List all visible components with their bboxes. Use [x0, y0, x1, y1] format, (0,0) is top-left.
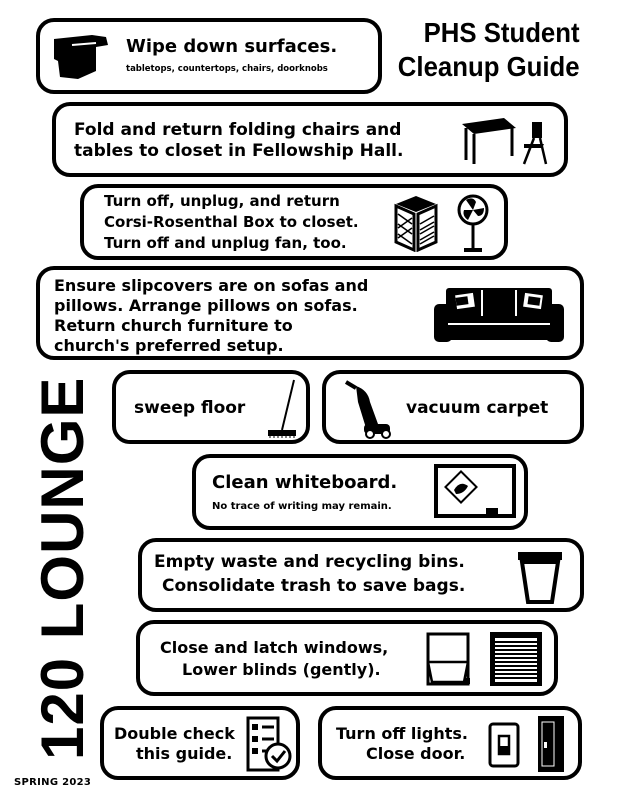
- task-double-check: [100, 706, 300, 780]
- whiteboard-main: Clean whiteboard.: [212, 472, 398, 493]
- check-line-1: Double check: [114, 724, 235, 743]
- broom-icon: [260, 378, 300, 440]
- slipcovers-line-3: Return church furniture to: [54, 316, 293, 335]
- title-line-2: Cleanup Guide: [398, 51, 580, 82]
- task-bins: [138, 538, 584, 612]
- table-icon: [460, 116, 518, 166]
- folding-chair-icon: [520, 120, 550, 166]
- blinds-icon: [488, 630, 544, 688]
- task-air-filter: [80, 184, 508, 260]
- check-line-2: this guide.: [136, 744, 233, 763]
- task-fold-chairs: [52, 102, 568, 177]
- door-icon: [536, 714, 566, 774]
- box-line-3: Turn off and unplug fan, too.: [104, 234, 347, 252]
- wipe-sub: tabletops, countertops, chairs, doorknobs: [126, 64, 328, 74]
- task-sweep: [112, 370, 310, 444]
- fan-icon: [456, 194, 490, 254]
- room-label: 120 LOUNGE: [29, 376, 96, 760]
- vacuum-icon: [340, 378, 396, 440]
- task-windows: [136, 620, 558, 696]
- page-title: [398, 16, 580, 84]
- checklist-icon: [244, 716, 294, 774]
- task-slipcovers: [36, 266, 584, 360]
- windows-line-1: Close and latch windows,: [160, 638, 389, 657]
- slipcovers-line-4: church's preferred setup.: [54, 336, 284, 355]
- bins-line-1: Empty waste and recycling bins.: [154, 552, 465, 572]
- wipe-main: Wipe down surfaces.: [126, 36, 338, 57]
- lights-line-1: Turn off lights.: [336, 724, 468, 743]
- whiteboard-icon: [432, 464, 518, 524]
- sofa-icon: [432, 286, 566, 348]
- footer-date: SPRING 2023: [14, 777, 92, 788]
- windows-line-2: Lower blinds (gently).: [182, 660, 381, 679]
- air-filter-box-icon: [392, 194, 440, 252]
- task-vacuum: [322, 370, 584, 444]
- whiteboard-sub: No trace of writing may remain.: [212, 501, 392, 512]
- title-line-1: PHS Student: [424, 17, 580, 48]
- hand-wipe-icon: [52, 31, 112, 83]
- vacuum-label: vacuum carpet: [406, 398, 549, 418]
- slipcovers-line-2: pillows. Arrange pillows on sofas.: [54, 296, 358, 315]
- task-whiteboard: [192, 454, 528, 530]
- fold-line-2: tables to closet in Fellowship Hall.: [74, 141, 404, 161]
- lights-line-2: Close door.: [366, 744, 466, 763]
- box-line-2: Corsi-Rosenthal Box to closet.: [104, 213, 359, 231]
- sweep-label: sweep floor: [134, 398, 246, 418]
- light-switch-icon: [488, 722, 520, 768]
- task-wipe: [36, 18, 382, 94]
- slipcovers-line-1: Ensure slipcovers are on sofas and: [54, 276, 369, 295]
- box-line-1: Turn off, unplug, and return: [104, 192, 340, 210]
- window-icon: [424, 632, 474, 688]
- fold-line-1: Fold and return folding chairs and: [74, 120, 402, 140]
- bins-line-2: Consolidate trash to save bags.: [162, 576, 466, 596]
- trash-bin-icon: [514, 548, 566, 606]
- task-lights: [318, 706, 582, 780]
